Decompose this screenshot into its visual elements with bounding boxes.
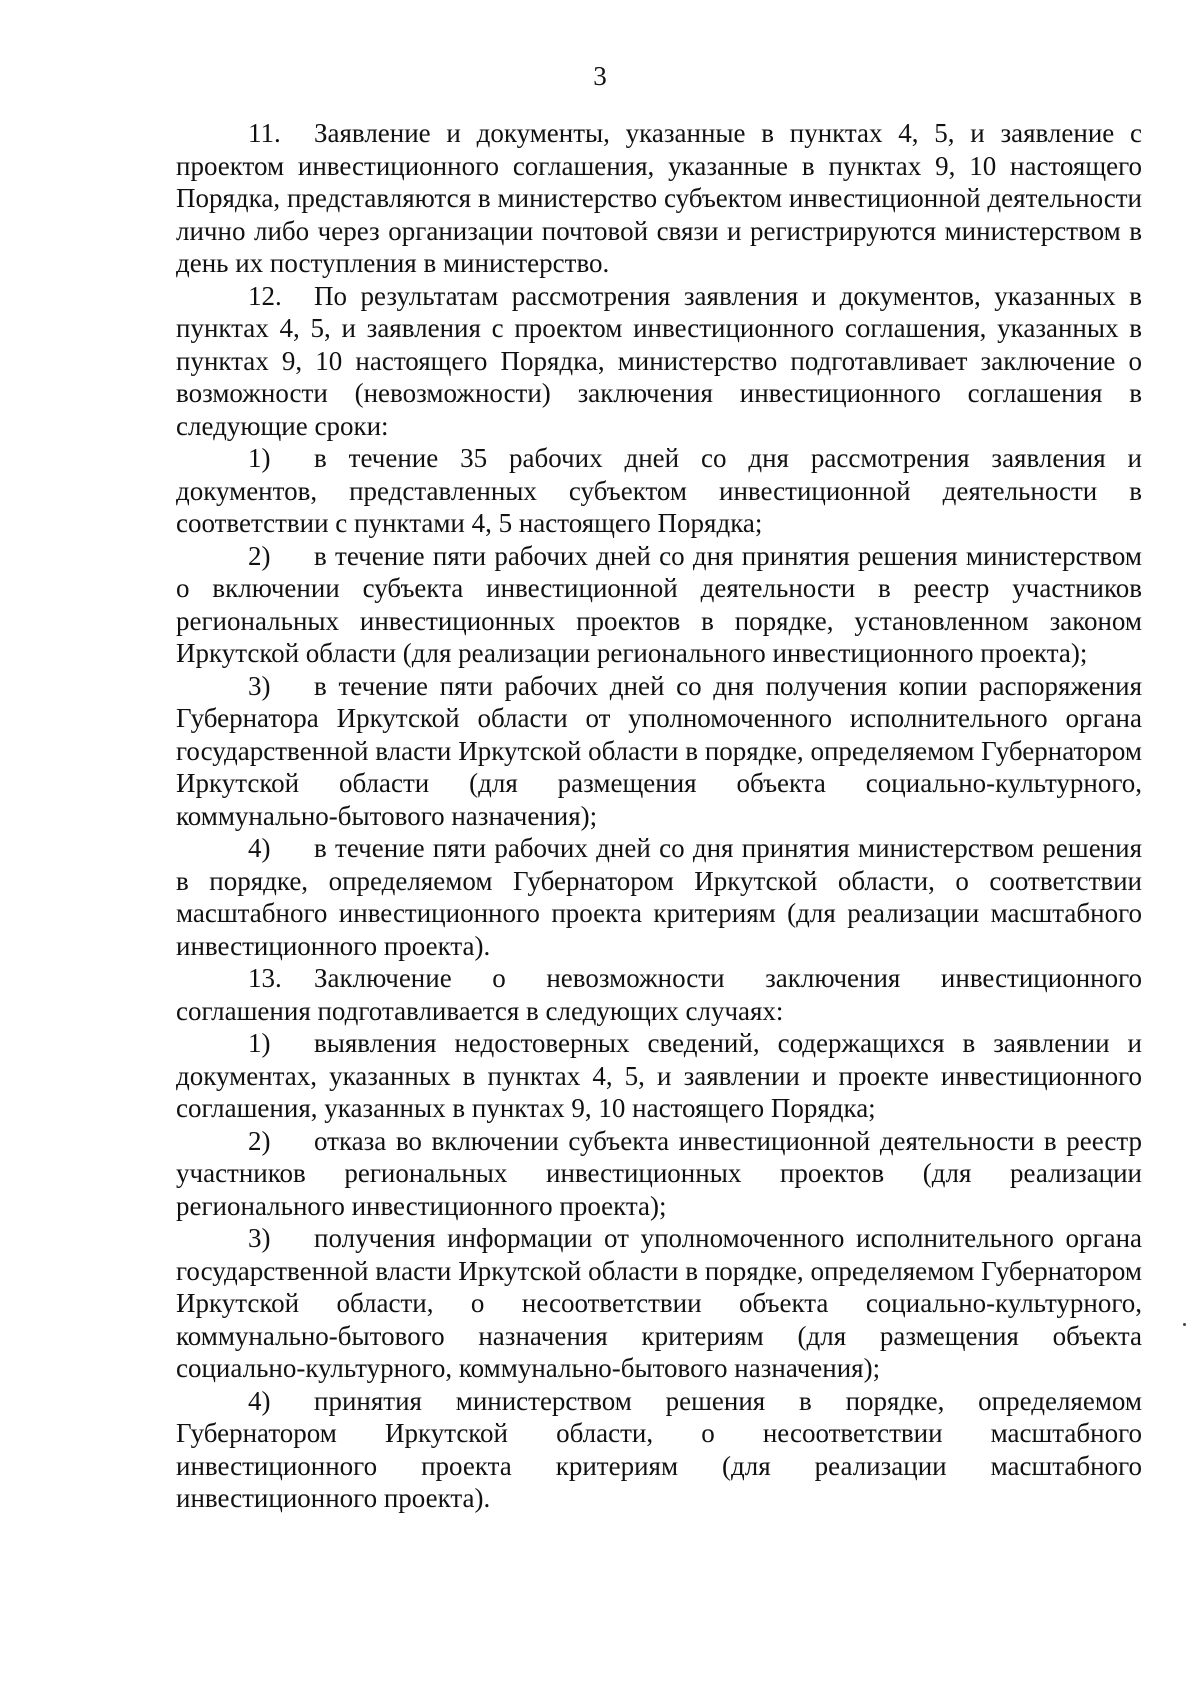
subitem-text: принятия министерством решения в порядке, определяемом Губернатором Иркутской области, о несоответствии масштабного инвестиционного проекта критериям (для реализации масштабного инвестиционного проекта). (176, 1385, 1142, 1513)
subitem-text: в течение пяти рабочих дней со дня принятия решения министерством о включении субъекта инвестиционной деятельности в реестр участников региональных инвестиционных проектов в порядке, установленном законом Иркутской области (для реализации регионального инвестиционного проекта); (176, 540, 1142, 668)
paragraph-12 (176, 280, 1142, 443)
subitem-13-2 (176, 1125, 1142, 1223)
paragraph-11 (176, 117, 1142, 280)
subitem-13-4 (176, 1385, 1142, 1515)
subitem-13-3 (176, 1222, 1142, 1385)
subitem-label: 1) (248, 443, 271, 473)
subitem-12-1 (176, 442, 1142, 540)
paragraph-label: 12. (248, 280, 282, 311)
subitem-text: отказа во включении субъекта инвестиционной деятельности в реестр участников региональных инвестиционных проектов (для реализации регионального инвестиционного проекта); (176, 1125, 1142, 1221)
subitem-text: в течение пяти рабочих дней со дня получения копии распоряжения Губернатора Иркутской области от уполномоченного исполнительного органа государственной власти Иркутской области в порядке, определяемом Губернатором Иркутской области (для размещения объекта социально-культурного, коммунально-бытового назначения); (176, 670, 1142, 831)
subitem-12-3 (176, 670, 1142, 833)
paragraph-text: По результатам рассмотрения заявления и документов, указанных в пунктах 4, 5, и заявления с проектом инвестиционного соглашения, указанных в пунктах 9, 10 настоящего Порядка, министерство подготавливает заключение о возможности (невозможности) заключения инвестиционного соглашения в следующие сроки: (176, 280, 1142, 441)
subitem-text: в течение 35 рабочих дней со дня рассмотрения заявления и документов, представленных субъектом инвестиционной деятельности в соответствии с пунктами 4, 5 настоящего Порядка; (176, 443, 1142, 538)
subitem-label: 3) (248, 1223, 271, 1253)
subitem-label: 4) (248, 1385, 271, 1416)
paragraph-label: 13. (248, 963, 282, 993)
subitem-text: выявления недостоверных сведений, содержащихся в заявлении и документах, указанных в пунктах 4, 5, и заявлении и проекте инвестиционного соглашения, указанных в пунктах 9, 10 настоящего Порядка; (176, 1028, 1142, 1123)
subitem-label: 1) (248, 1028, 271, 1058)
subitem-label: 2) (248, 540, 271, 571)
paragraph-text: Заключение о невозможности заключения инвестиционного соглашения подготавливается в следующих случаях: (176, 963, 1142, 1026)
subitem-12-2 (176, 540, 1142, 670)
subitem-13-1 (176, 1027, 1142, 1125)
paragraph-label: 11. (248, 118, 281, 148)
subitem-text: в течение пяти рабочих дней со дня принятия министерством решения в порядке, определяемом Губернатором Иркутской области, о соответствии масштабного инвестиционного проекта критериям (для реализации масштабного инвестиционного проекта). (176, 833, 1142, 961)
subitem-12-4 (176, 832, 1142, 962)
subitem-label: 2) (248, 1125, 271, 1156)
subitem-label: 3) (248, 670, 271, 701)
subitem-label: 4) (248, 833, 271, 863)
scan-speck (1183, 1323, 1186, 1326)
page-number: 3 (593, 61, 607, 91)
paragraph-text: Заявление и документы, указанные в пунктах 4, 5, и заявление с проектом инвестиционного соглашения, указанные в пунктах 9, 10 настоящего Порядка, представляются в министерство субъектом инвестиционной деятельности лично либо через организации почтовой связи и регистрируются министерством в день их поступления в министерство. (176, 118, 1142, 278)
subitem-text: получения информации от уполномоченного исполнительного органа государственной власти Иркутской области в порядке, определяемом Губернатором Иркутской области, о несоответствии объекта социально-культурного, коммунально-бытового назначения критериям (для размещения объекта социально-культурного, коммунально-бытового назначения); (176, 1223, 1142, 1383)
document-body (176, 117, 1142, 1515)
paragraph-13 (176, 962, 1142, 1027)
